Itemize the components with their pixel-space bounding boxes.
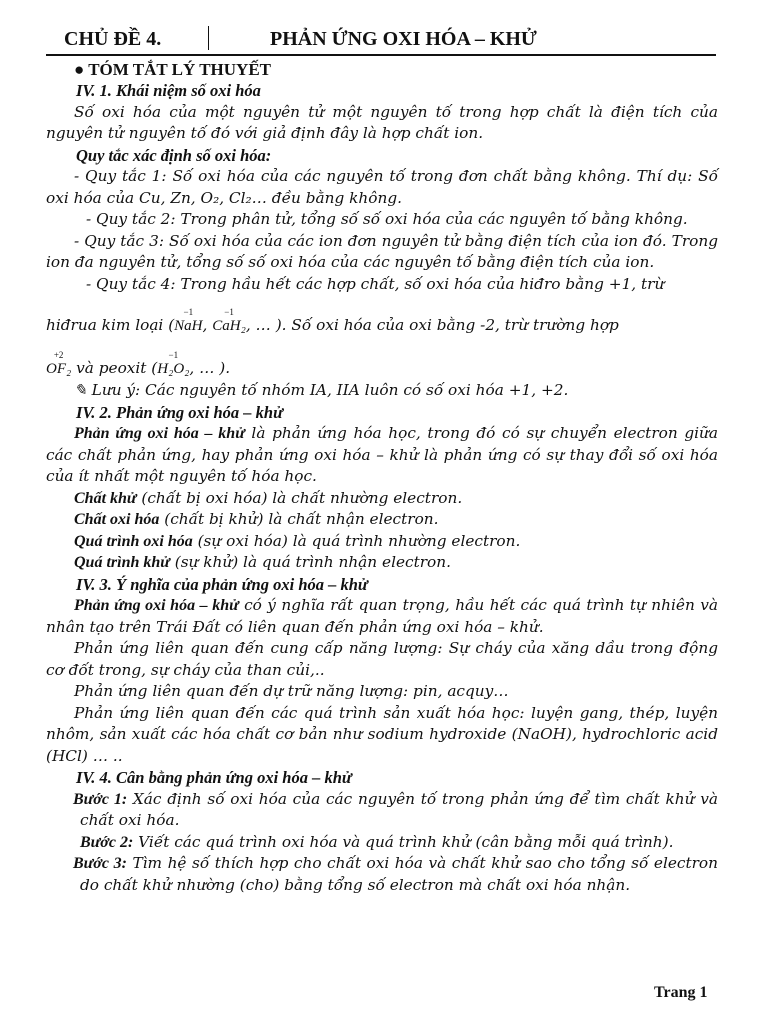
term-reducing-agent: Chất khử (chất bị oxi hóa) là chất nhường electron. [74, 488, 463, 507]
ox-number: −1 [168, 349, 179, 360]
ox-number: +2 [53, 349, 64, 360]
document-body [46, 80, 718, 896]
chemical-production-paragraph: Phản ứng liên quan đến các quá trình sản xuất hóa học: luyện gang, thép, luyện nhôm, sản xuất các hóa chất cơ bản như sodium hydroxide (NaOH), hydrochloric acid (HCl) … .. [46, 703, 718, 765]
step-1: Bước 1: Xác định số oxi hóa của các nguyên tố trong phản ứng để tìm chất khử và chất oxi hóa. [73, 789, 718, 829]
chapter-label: CHỦ ĐỀ 4. [64, 28, 162, 50]
term-oxidation-process: Quá trình oxi hóa (sự oxi hóa) là quá trình nhường electron. [74, 531, 521, 550]
oxidation-number-definition: Số oxi hóa của một nguyên tử một nguyên tố trong hợp chất là điện tích của nguyên tử nguyên tố đó với giả định đây là hợp chất ion. [46, 102, 718, 142]
rule-4-hydride-line: hiđrua kim loại ( −1 NaH, −1 CaH₂, … ). Số oxi hóa của oxi bằng -2, trừ trường hợp [46, 315, 718, 338]
summary-heading: ● TÓM TẮT LÝ THUYẾT [74, 60, 272, 79]
section-1-heading: IV. 1. Khái niệm số oxi hóa [76, 81, 261, 100]
rule-4: - Quy tắc 4: Trong hầu hết các hợp chất, số oxi hóa của hiđro bằng +1, trừ [86, 274, 665, 293]
term-oxidizing-agent: Chất oxi hóa (chất bị khử) là chất nhận electron. [74, 510, 439, 528]
note: ✎ Lưu ý: Các nguyên tố nhóm IA, IIA luôn có số oxi hóa +1, +2. [74, 381, 569, 399]
section-3-heading: IV. 3. Ý nghĩa của phản ứng oxi hóa – khử [76, 574, 368, 594]
rule-3: - Quy tắc 3: Số oxi hóa của các ion đơn nguyên tử bằng điện tích của ion đó. Trong ion đa nguyên tử, tổng số số oxi hóa của các nguyên tố bằng điện tích của ion. [46, 231, 718, 271]
page-number: Trang 1 [654, 984, 708, 1001]
formula-of2: +2 OF₂ [46, 359, 71, 381]
rule-4-peroxide-line: +2 OF₂ và peoxit ( −1 H₂O₂, … ). [46, 358, 718, 381]
ox-number: −1 [224, 307, 234, 317]
chapter-title: PHẢN ỨNG OXI HÓA – KHỬ [270, 28, 537, 50]
section-2-heading: IV. 2. Phản ứng oxi hóa – khử [76, 402, 283, 422]
term-reduction-process: Quá trình khử (sự khử) là quá trình nhận electron. [74, 553, 451, 571]
redox-definition: Phản ứng oxi hóa – khử là phản ứng hóa học, trong đó có sự chuyển electron giữa các chất phản ứng, hay phản ứng oxi hóa – khử là phản ứng có sự thay đổi số oxi hóa của ít nhất một nguyên tố hóa học. [46, 424, 718, 485]
step-3: Bước 3: Tìm hệ số thích hợp cho chất oxi hóa và chất khử sao cho tổng số electron do chất khử nhường (cho) bằng tổng số electron mà chất oxi hóa nhận. [73, 854, 718, 894]
step-2: Bước 2: Viết các quá trình oxi hóa và quá trình khử (cân bằng mỗi quá trình). [80, 832, 674, 851]
rules-heading: Quy tắc xác định số oxi hóa: [76, 145, 272, 165]
energy-storage-paragraph: Phản ứng liên quan đến dự trữ năng lượng: pin, acquy… [74, 682, 509, 700]
rule-1: - Quy tắc 1: Số oxi hóa của các nguyên tố trong đơn chất bằng không. Thí dụ: Số oxi hóa của Cu, Zn, O₂, Cl₂… đều bằng không. [46, 167, 718, 207]
formula-cah2: −1 CaH₂ [212, 316, 246, 338]
ox-number: −1 [183, 307, 194, 317]
significance-paragraph: Phản ứng oxi hóa – khử có ý nghĩa rất quan trọng, hầu hết các quá trình tự nhiên và nhân tạo trên Trái Đất có liên quan đến phản ứng oxi hóa – khử. [46, 596, 718, 636]
section-4-heading: IV. 4. Cân bằng phản ứng oxi hóa – khử [76, 768, 352, 787]
energy-supply-paragraph: Phản ứng liên quan đến cung cấp năng lượng: Sự cháy của xăng dầu trong động cơ đốt trong, sự cháy của than củi,.. [46, 639, 718, 679]
rule-2: - Quy tắc 2: Trong phân tử, tổng số số oxi hóa của các nguyên tố bằng không. [86, 210, 688, 228]
formula-h2o2: −1 H₂O₂ [157, 359, 189, 381]
page-header [46, 24, 716, 56]
header-separator [208, 26, 209, 50]
formula-nah: −1 NaH [174, 316, 202, 338]
